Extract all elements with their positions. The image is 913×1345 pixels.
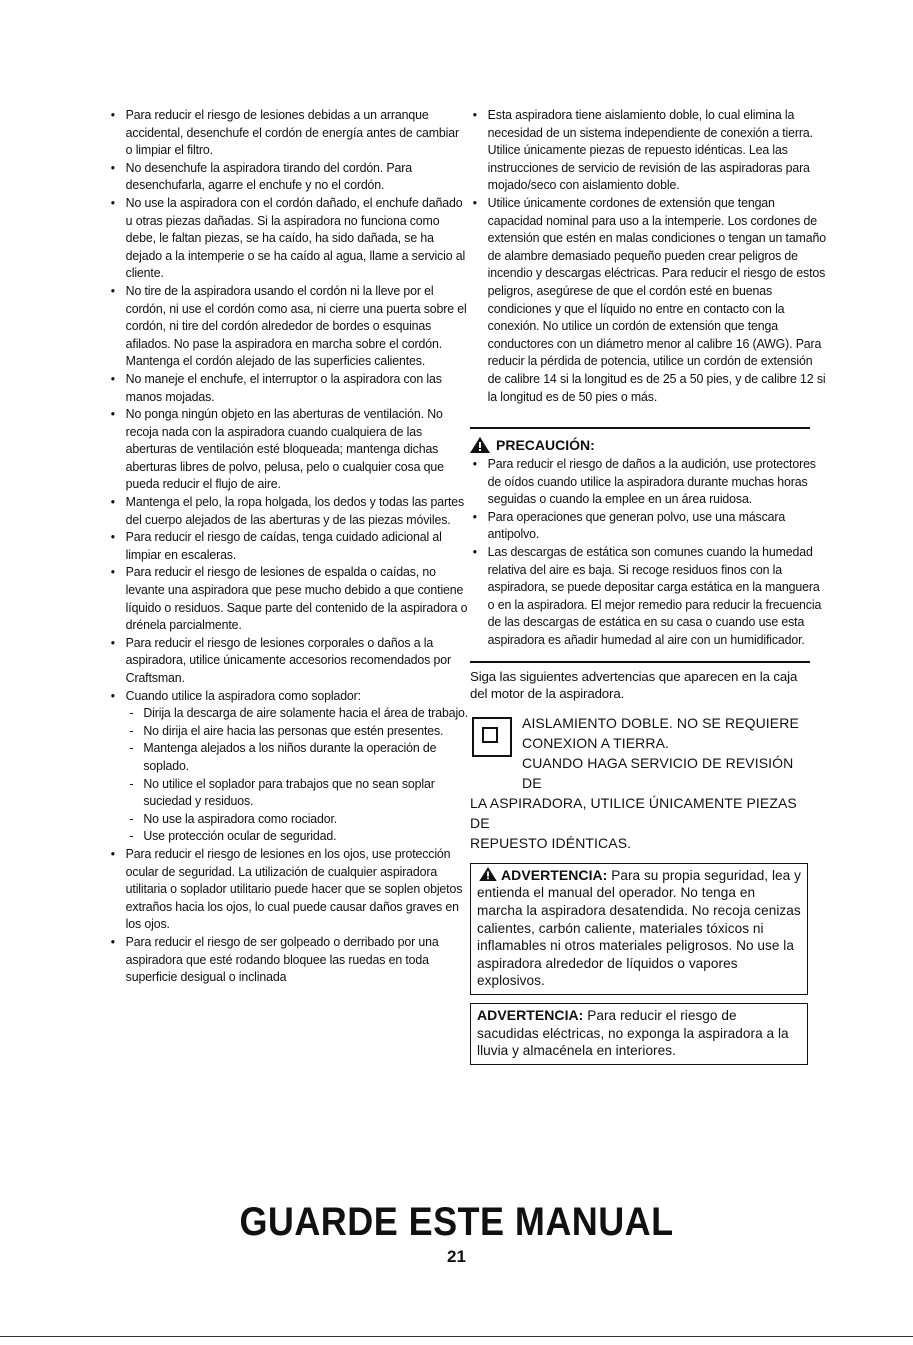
list-item: • Esta aspiradora tiene aislamiento doble, lo cual elimina la necesidad de un sistema independiente de conexión a tierra. Utilice únicamente piezas de repuesto idénticas. Lea las instrucciones de servicio de revisión de las aspiradoras para mojado/seco con aislamiento doble. (470, 106, 828, 194)
list-item: • Para reducir el riesgo de lesiones de espalda o caídas, no levante una aspiradora que pese mucho debido a que contiene líquido o residuos. Saque parte del contenido de la aspiradora o drénela parcialmente. (108, 563, 469, 633)
section-divider (470, 661, 810, 663)
list-item: • Para reducir el riesgo de lesiones debidas a un arranque accidental, desenchufe el cordón de energía antes de cambiar o limpiar el filtro. (108, 106, 469, 159)
right-column (470, 106, 826, 1065)
list-item: • Para reducir el riesgo de caídas, tenga cuidado adicional al limpiar en escaleras. (108, 528, 469, 563)
section-divider (470, 427, 810, 429)
double-insulation-notice (470, 713, 812, 853)
notice-line: CONEXION A TIERRA. (522, 734, 670, 751)
caution-heading (470, 435, 812, 455)
caution-list (470, 455, 822, 649)
list-item-blower (108, 687, 469, 845)
blower-sublist (126, 704, 469, 845)
list-item: • No use la aspiradora con el cordón dañado, el enchufe dañado u otras piezas dañadas. Si la aspiradora no funciona como debe, le faltan piezas, se ha caído, ha sido dañada, se ha dejado a la intemperie o se ha caído al agua, llame a servicio al cliente. (108, 194, 469, 282)
sub-item: - Dirija la descarga de aire solamente hacia el área de trabajo. (126, 704, 469, 722)
notice-line: CUANDO HAGA SERVICIO DE REVISIÓN DE (522, 754, 794, 791)
blower-intro: Cuando utilice la aspiradora como soplador: (125, 687, 361, 703)
list-item: • Para reducir el riesgo de ser golpeado o derribado por una aspiradora que esté rodando bloquee las ruedas en toda superficie desigual o inclinada (108, 933, 469, 986)
list-item: • Para reducir el riesgo de lesiones en los ojos, use protección ocular de seguridad. La utilización de cualquier aspiradora utilitaria o soplador utilitario puede hacer que se soplen objetos extraños hacia los ojos, lo cual puede causar daños graves en los ojos. (108, 845, 469, 933)
list-item: • Las descargas de estática son comunes cuando la humedad relativa del aire es baja. Si recoge residuos finos con la aspiradora, se puede depositar carga estática en la manguera o en la aspiradora. El mejor remedio para reducir la frecuencia de las descargas de estática en su casa o cuando use esta aspiradora es añadir humedad al aire con un humidificador. (470, 543, 828, 649)
list-item: • Utilice únicamente cordones de extensión que tengan capacidad nominal para uso a la intemperie. Los cordones de extensión que estén en malas condiciones o tengan un tamaño de alambre demasiado pequeño pueden crear peligros de incendio y descargas eléctricas. Para reducir el riesgo de estos peligros, asegúrese de que el cordón esté en buenas condiciones y que el líquido no entre en contacto con la conexión. No utilice un cordón de extensión que tenga conductores con un diámetro menor al calibre 16 (AWG). Para reducir la pérdida de potencia, utilice un cordón de extensión de calibre 14 si la longitud es de 25 a 50 pies, y de calibre 12 si la longitud es de 50 pies o más. (470, 194, 828, 405)
list-item: • Para reducir el riesgo de lesiones corporales o daños a la aspiradora, utilice únicamente accesorios recomendados por Craftsman. (108, 634, 469, 687)
sub-item: - No use la aspiradora como rociador. (126, 810, 469, 828)
warning-triangle-icon (479, 867, 497, 881)
list-item: • No tire de la aspiradora usando el cordón ni la lleve por el cordón, ni use el cordón como asa, ni cierre una puerta sobre el cordón, ni tire del cordón alrededor de bordes o esquinas afilados. No pase la aspiradora en marcha sobre el cordón. Mantenga el cordón alejado de las superficies calientes. (108, 282, 469, 370)
list-item: • No maneje el enchufe, el interruptor o la aspiradora con las manos mojadas. (108, 370, 469, 405)
notice-line: LA ASPIRADORA, UTILICE ÚNICAMENTE PIEZAS DE (470, 794, 797, 831)
warning-text: Para su propia seguridad, lea y entienda el manual del operador. No tenga en marcha la aspiradora desatendida. No recoja cenizas calientes, carbón caliente, materiales tóxicos ni inflamables ni otros materiales peligrosos. No use la aspiradora alrededor de líquidos o vapores explosivos. (477, 867, 801, 989)
page-number: 21 (447, 1247, 466, 1266)
list-item: • Para reducir el riesgo de daños a la audición, use protectores de oídos cuando utilice la aspiradora durante muchas horas seguidas o cuando la emplee en un área ruidosa. (470, 455, 828, 508)
list-item: • Para operaciones que generan polvo, use una máscara antipolvo. (470, 508, 828, 543)
page-edge-divider (0, 1336, 913, 1337)
list-item: • No desenchufe la aspiradora tirando del cordón. Para desenchufarla, agarre el enchufe y no el cordón. (108, 159, 469, 194)
sub-item: - Use protección ocular de seguridad. (126, 827, 469, 845)
left-safety-list (108, 106, 469, 986)
list-item: • No ponga ningún objeto en las aberturas de ventilación. No recoja nada con la aspiradora cuando cualquiera de las aberturas de ventilación esté bloqueada; mantenga dichas aberturas libres de polvo, pelusa, pelo o cualquier cosa que pueda reducir el flujo de aire. (108, 405, 469, 493)
sub-item: - No utilice el soplador para trabajos que no sean soplar suciedad y residuos. (126, 775, 469, 810)
list-item: • Mantenga el pelo, la ropa holgada, los dedos y todas las partes del cuerpo alejados de las aberturas y de las piezas móviles. (108, 493, 469, 528)
notice-line: REPUESTO IDÉNTICAS. (470, 834, 632, 851)
warning-label: ADVERTENCIA: (477, 1006, 584, 1023)
double-insulation-icon (472, 717, 512, 757)
right-safety-list (470, 106, 826, 405)
caution-label: PRECAUCIÓN: (496, 437, 595, 454)
notice-line: AISLAMIENTO DOBLE. NO SE REQUIERE (522, 714, 799, 731)
warning-label: ADVERTENCIA: (501, 866, 608, 883)
follow-warnings-text: Siga las siguientes advertencias que aparecen en la caja del motor de la aspiradora. (470, 668, 798, 702)
warning-triangle-icon (470, 437, 490, 453)
left-column (108, 106, 469, 986)
warning-box-electric (470, 1003, 808, 1065)
sub-item: - Mantenga alejados a los niños durante la operación de soplado. (126, 739, 469, 774)
sub-item: - No dirija el aire hacia las personas que estén presentes. (126, 722, 469, 740)
warning-box-operator (470, 863, 808, 995)
page-title: GUARDE ESTE MANUAL (239, 1200, 674, 1244)
warning-text: Para reducir el riesgo de sacudidas eléctricas, no exponga la aspiradora a la lluvia y almacénela en interiores. (477, 1007, 789, 1059)
